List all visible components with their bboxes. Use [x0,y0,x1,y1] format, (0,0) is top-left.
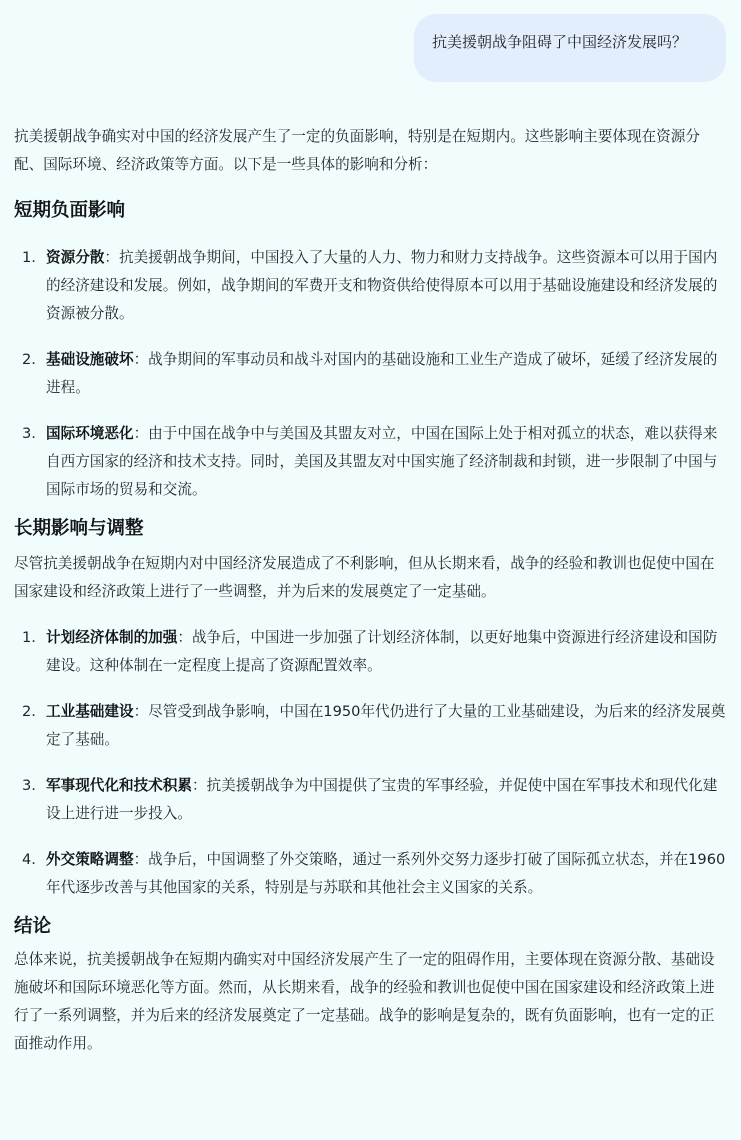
list-item [14,624,726,680]
list-number: 1. [22,629,36,646]
list-number: 3. [22,425,36,442]
list-number: 3. [22,777,36,794]
section-heading-conclusion: 结论 [14,916,52,937]
list-text: ：战争后，中国进一步加强了计划经济体制，以更好地集中资源进行经济建设和国防建设。这种体制在一定程度上提高了资源配置效率。 [46,629,718,674]
list-item [14,244,726,328]
list-number: 1. [22,249,36,266]
user-message-bubble [414,14,726,82]
list-term: 工业基础建设 [46,703,134,720]
conclusion-text: 总体来说，抗美援朝战争在短期内确实对中国经济发展产生了一定的阻碍作用，主要体现在资源分散、基础设施破坏和国际环境恶化等方面。然而，从长期来看，战争的经验和教训也促使中国在国家建设和经济政策上进行了一系列调整，并为后来的经济发展奠定了一定基础。战争的影响是复杂的，既有负面影响，也有一定的正面推动作用。 [14,951,715,1052]
long-term-intro: 尽管抗美援朝战争在短期内对中国经济发展造成了不利影响，但从长期来看，战争的经验和教训也促使中国在国家建设和经济政策上进行了一些调整，并为后来的发展奠定了一定基础。 [14,555,715,600]
section-heading-short-term: 短期负面影响 [14,200,126,221]
list-term: 外交策略调整 [46,851,134,868]
short-term-list [14,244,726,504]
list-text: ：尽管受到战争影响，中国在1950年代仍进行了大量的工业基础建设，为后来的经济发展奠定了基础。 [46,703,726,748]
list-number: 2. [22,703,36,720]
list-term: 计划经济体制的加强 [46,629,178,646]
list-item [14,346,726,402]
list-term: 国际环境恶化 [46,425,134,442]
user-message-text: 抗美援朝战争阻碍了中国经济发展吗？ [432,32,688,51]
list-term: 基础设施破坏 [46,351,134,368]
section-heading-long-term: 长期影响与调整 [14,518,144,539]
list-item [14,420,726,504]
list-number: 2. [22,351,36,368]
list-text: ：抗美援朝战争为中国提供了宝贵的军事经验，并促使中国在军事技术和现代化建设上进行进一步投入。 [46,777,718,822]
list-item [14,846,726,902]
list-text: ：战争期间的军事动员和战斗对国内的基础设施和工业生产造成了破坏，延缓了经济发展的进程。 [46,351,718,396]
list-item [14,772,726,828]
assistant-response [14,123,726,1058]
long-term-list [14,624,726,902]
list-item [14,698,726,754]
list-term: 军事现代化和技术积累 [46,777,192,794]
list-text: ：抗美援朝战争期间，中国投入了大量的人力、物力和财力支持战争。这些资源本可以用于国内的经济建设和发展。例如，战争期间的军费开支和物资供给使得原本可以用于基础设施建设和经济发展的资源被分散。 [46,249,718,322]
list-text: ：战争后，中国调整了外交策略，通过一系列外交努力逐步打破了国际孤立状态，并在1960年代逐步改善与其他国家的关系，特别是与苏联和其他社会主义国家的关系。 [46,851,726,896]
list-number: 4. [22,851,36,868]
list-term: 资源分散 [46,249,105,266]
response-intro: 抗美援朝战争确实对中国的经济发展产生了一定的负面影响，特别是在短期内。这些影响主要体现在资源分配、国际环境、经济政策等方面。以下是一些具体的影响和分析： [14,128,700,173]
list-text: ：由于中国在战争中与美国及其盟友对立，中国在国际上处于相对孤立的状态，难以获得来自西方国家的经济和技术支持。同时，美国及其盟友对中国实施了经济制裁和封锁，进一步限制了中国与国际市场的贸易和交流。 [46,425,718,498]
